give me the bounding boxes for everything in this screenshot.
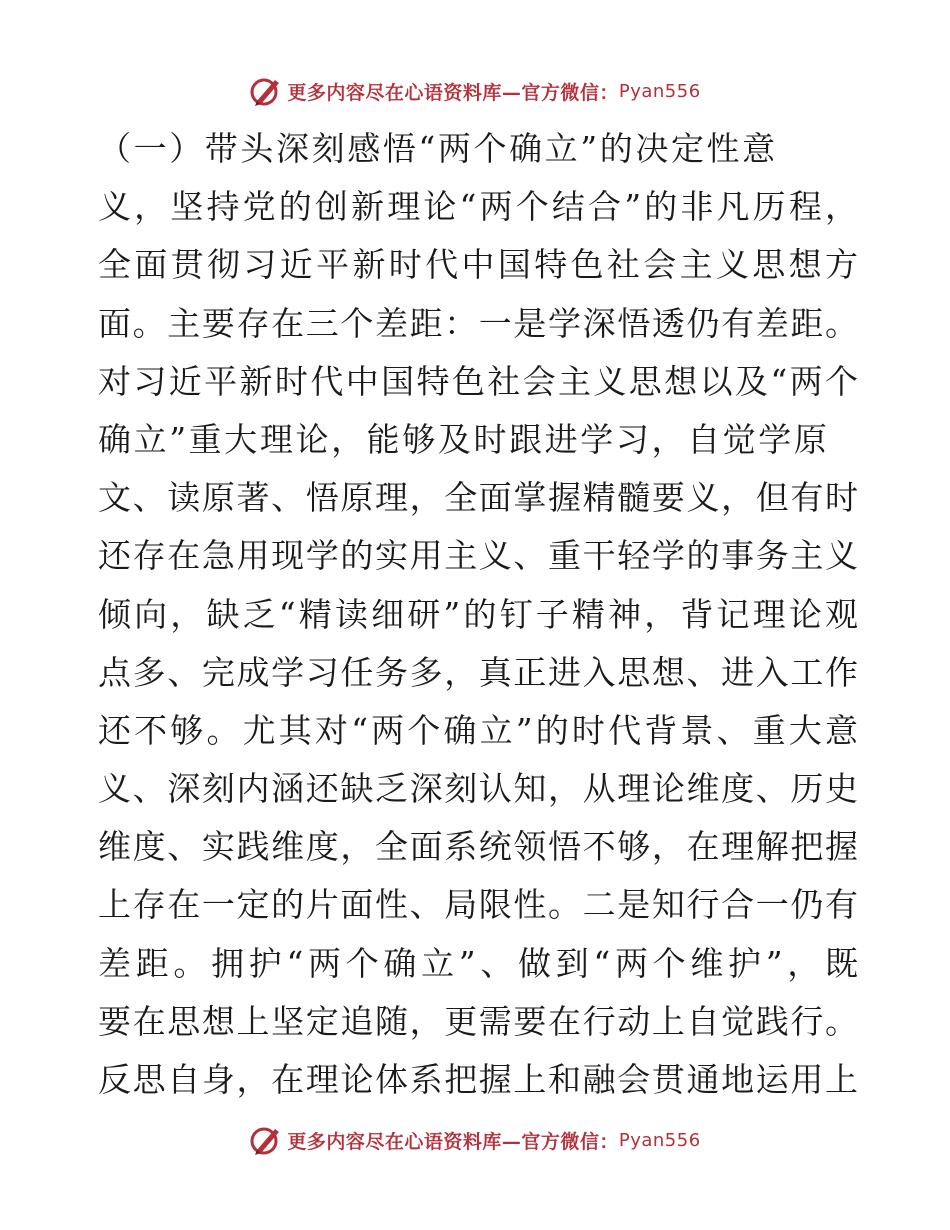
body-text-line: 义、深刻内涵还缺乏深刻认知，从理论维度、历史 <box>98 769 858 809</box>
pen-circle-icon <box>249 1123 283 1157</box>
watermark-text: 更多内容尽在心语资料库—官方微信： <box>287 1130 619 1153</box>
pen-circle-icon <box>249 74 283 108</box>
watermark-wechat-id: Pyan556 <box>618 80 701 102</box>
document-body <box>98 120 858 1109</box>
body-text-line: 维度、实践维度，全面系统领悟不够，在理解把握 <box>98 827 858 867</box>
watermark-wechat-id: Pyan556 <box>618 1129 701 1151</box>
body-text-line: 全面贯彻习近平新时代中国特色社会主义思想方 <box>98 245 858 285</box>
body-text-line: 文、读原著、悟原理，全面掌握精髓要义，但有时 <box>98 478 858 518</box>
body-text-line: 点多、完成学习任务多，真正进入思想、进入工作 <box>98 652 858 692</box>
body-text-line: 还存在急用现学的实用主义、重干轻学的事务主义 <box>98 536 858 576</box>
body-text-line: （一）带头深刻感悟“两个确立”的决定性意 <box>98 129 778 168</box>
body-text-line: 反思自身，在理论体系把握上和融会贯通地运用上 <box>98 1060 858 1099</box>
watermark-text: 更多内容尽在心语资料库—官方微信： <box>287 81 619 104</box>
body-text-line: 倾向，缺乏“精读细研”的钉子精神，背记理论观 <box>98 594 858 634</box>
body-text-line: 确立”重大理论，能够及时跟进学习，自觉学原 <box>98 419 830 459</box>
body-text-line: 对习近平新时代中国特色社会主义思想以及“两个 <box>98 361 858 401</box>
footer-watermark <box>0 1120 950 1160</box>
body-text-line: 差距。拥护“两个确立”、做到“两个维护”，既 <box>98 943 858 983</box>
body-text-line: 还不够。尤其对“两个确立”的时代背景、重大意 <box>98 710 858 750</box>
header-watermark <box>0 71 950 111</box>
body-text-line: 面。主要存在三个差距：一是学深悟透仍有差距。 <box>98 303 858 343</box>
body-text-line: 要在思想上坚定追随，更需要在行动上自觉践行。 <box>98 1001 858 1041</box>
body-text-line: 义，坚持党的创新理论“两个结合”的非凡历程， <box>98 187 858 227</box>
body-text-line: 上存在一定的片面性、局限性。二是知行合一仍有 <box>98 885 858 925</box>
